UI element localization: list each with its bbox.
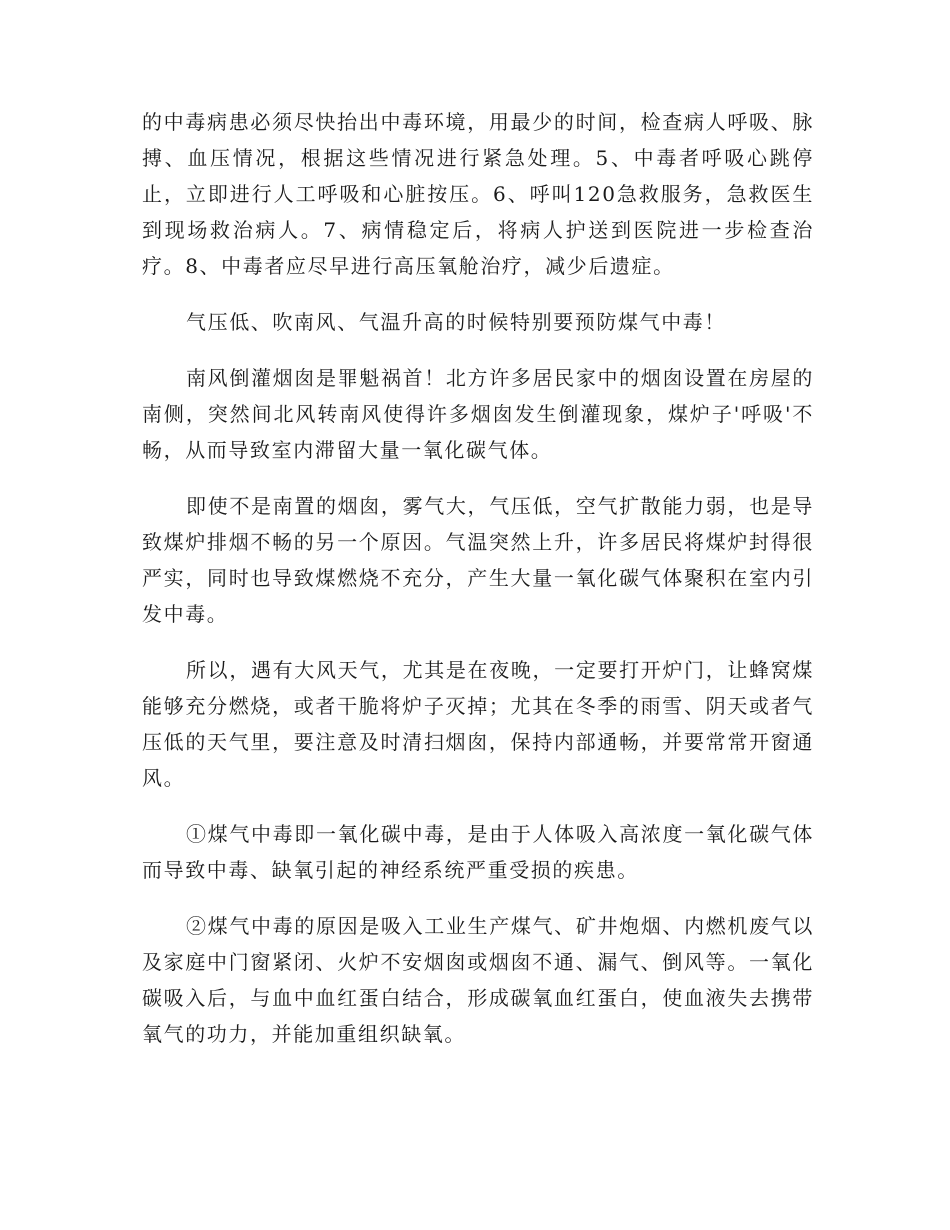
paragraph-definition: ①煤气中毒即一氧化碳中毒，是由于人体吸入高浓度一氧化碳气体而导致中毒、缺氧引起的神经系统严重受损的疾患。 [142, 822, 814, 882]
paragraph-continuation: 的中毒病患必须尽快抬出中毒环境，用最少的时间，检查病人呼吸、脉搏、血压情况，根据这些情况进行紧急处理。5、中毒者呼吸心跳停止，立即进行人工呼吸和心脏按压。6、呼叫120急救服务，急救医生到现场救治病人。7、病情稳定后，将病人护送到医院进一步检查治疗。8、中毒者应尽早进行高压氧舱治疗，减少后遗症。 [142, 110, 814, 278]
paragraph-heading-warning: 气压低、吹南风、气温升高的时候特别要预防煤气中毒！ [186, 310, 726, 334]
paragraph-advice: 所以，遇有大风天气，尤其是在夜晚，一定要打开炉门，让蜂窝煤能够充分燃烧，或者干脆将炉子灭掉；尤其在冬季的雨雪、阴天或者气压低的天气里，要注意及时清扫烟囱，保持内部通畅，并要常常开窗通风。 [142, 658, 814, 790]
paragraph-low-pressure: 即使不是南置的烟囱，雾气大，气压低，空气扩散能力弱，也是导致煤炉排烟不畅的另一个原因。气温突然上升，许多居民将煤炉封得很严实，同时也导致煤燃烧不充分，产生大量一氧化碳气体聚积在室内引发中毒。 [142, 494, 814, 626]
paragraph-causes: ②煤气中毒的原因是吸入工业生产煤气、矿井炮烟、内燃机废气以及家庭中门窗紧闭、火炉不安烟囱或烟囱不通、漏气、倒风等。一氧化碳吸入后，与血中血红蛋白结合，形成碳氧血红蛋白，使血液失去携带氧气的功力，并能加重组织缺氧。 [142, 914, 814, 1046]
paragraph-south-wind: 南风倒灌烟囱是罪魁祸首！北方许多居民家中的烟囱设置在房屋的南侧，突然间北风转南风使得许多烟囱发生倒灌现象，煤炉子'呼吸'不畅，从而导致室内滞留大量一氧化碳气体。 [142, 366, 814, 462]
